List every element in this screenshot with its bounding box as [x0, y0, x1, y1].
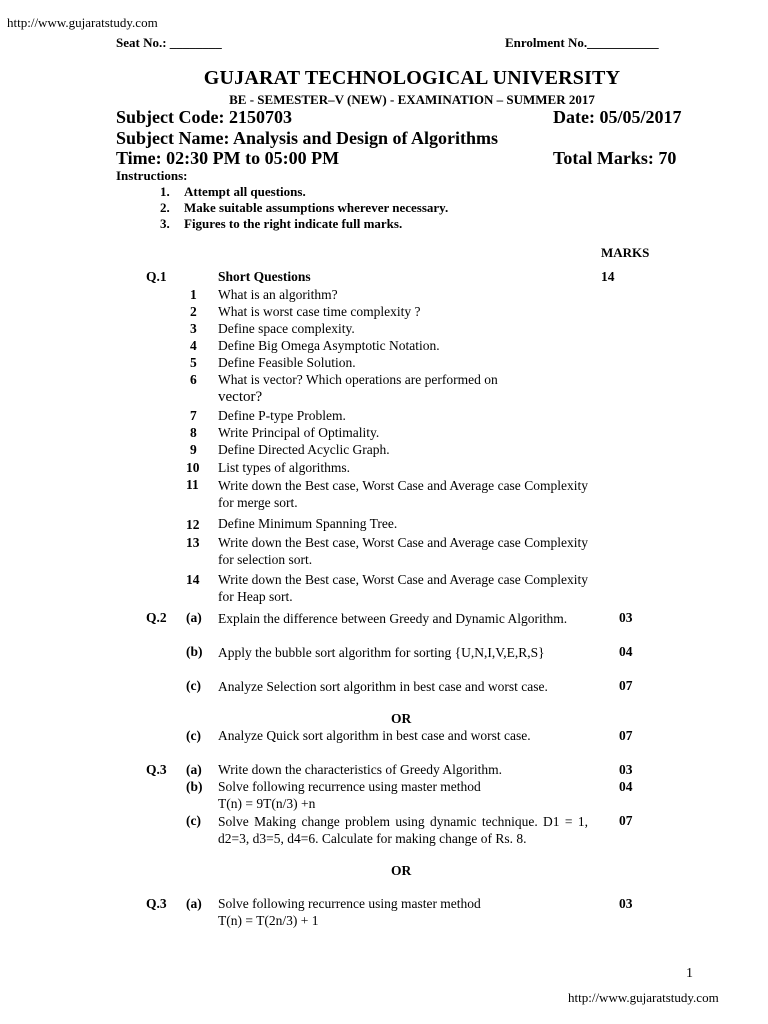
total-marks: Total Marks: 70	[553, 148, 677, 168]
enrolment-no: Enrolment No.___________	[505, 35, 659, 50]
q2-b-text: Apply the bubble sort algorithm for sorting {U,N,I,V,E,R,S}	[218, 645, 545, 660]
page-number: 1	[686, 966, 693, 981]
q3-alt-label: Q.3	[146, 896, 167, 911]
q2-a-sub: (a)	[186, 610, 202, 625]
q2-c-alt-marks: 07	[619, 728, 633, 743]
q1-item-num: 13	[186, 535, 200, 550]
q1-item-num: 1	[190, 287, 197, 302]
seat-no: Seat No.: ________	[116, 35, 222, 50]
q1-item-num: 11	[186, 477, 199, 492]
q1-item-num: 14	[186, 572, 200, 587]
instruction-text: Make suitable assumptions wherever necessary.	[184, 200, 449, 215]
subject-name: Subject Name: Analysis and Design of Algorithms	[116, 128, 499, 148]
q1-item-text: What is an algorithm?	[218, 287, 338, 302]
q3-b-formula: T(n) = 9T(n/3) +n	[218, 796, 316, 811]
q1-item-text: Write Principal of Optimality.	[218, 425, 380, 440]
q3-alt-a-marks: 03	[619, 896, 633, 911]
q1-item-text: Define space complexity.	[218, 321, 355, 336]
q2-or: OR	[391, 711, 412, 726]
exam-date: Date: 05/05/2017	[553, 107, 682, 127]
instructions-heading: Instructions:	[116, 168, 188, 183]
q2-b-marks: 04	[619, 644, 633, 659]
q1-item-num: 9	[190, 442, 197, 457]
q3-b-text: Solve following recurrence using master method	[218, 779, 481, 794]
q1-item-num: 4	[190, 338, 197, 353]
q1-item-text: Write down the Best case, Worst Case and Average case Complexity for Heap sort.	[218, 572, 588, 604]
q1-item-text: Define Feasible Solution.	[218, 355, 356, 370]
exam-time: Time: 02:30 PM to 05:00 PM	[116, 148, 340, 168]
q3-label: Q.3	[146, 762, 167, 777]
q1-item-text: What is worst case time complexity ?	[218, 304, 421, 319]
q1-item-text: Write down the Best case, Worst Case and Average case Complexity for selection sort.	[218, 535, 588, 567]
q1-item-text-cont: vector?	[218, 389, 263, 405]
q2-c-sub: (c)	[186, 678, 201, 693]
q2-a-text: Explain the difference between Greedy and Dynamic Algorithm.	[218, 611, 568, 626]
q1-item-text: Define Minimum Spanning Tree.	[218, 516, 398, 531]
q2-c-alt-text: Analyze Quick sort algorithm in best case and worst case.	[218, 728, 531, 743]
q3-a-sub: (a)	[186, 762, 202, 777]
q3-c-text: Solve Making change problem using dynamic technique. D1 = 1, d2=3, d3=5, d4=6. Calculate for making change of Rs. 8.	[218, 814, 588, 846]
header-url: http://www.gujaratstudy.com	[7, 15, 158, 30]
q1-item-num: 5	[190, 355, 197, 370]
q1-item-num: 10	[186, 460, 200, 475]
q1-item-text: Define Directed Acyclic Graph.	[218, 442, 390, 457]
q1-item-num: 12	[186, 517, 200, 532]
q3-b-sub: (b)	[186, 779, 203, 794]
subject-code: Subject Code: 2150703	[116, 107, 292, 127]
q1-item-text: What is vector? Which operations are performed on	[218, 372, 498, 387]
q3-alt-a-text: Solve following recurrence using master method	[218, 896, 481, 911]
q3-c-marks: 07	[619, 813, 633, 828]
instruction-num: 2.	[160, 200, 170, 215]
q1-item-text: Define P-type Problem.	[218, 408, 346, 423]
instruction-text: Attempt all questions.	[184, 184, 306, 199]
q2-c-text: Analyze Selection sort algorithm in best case and worst case.	[218, 679, 548, 694]
university-title: GUJARAT TECHNOLOGICAL UNIVERSITY	[203, 67, 621, 89]
q3-b-marks: 04	[619, 779, 633, 794]
q1-item-text: Define Big Omega Asymptotic Notation.	[218, 338, 440, 353]
q2-label: Q.2	[146, 610, 167, 625]
q1-item-text: List types of algorithms.	[218, 460, 350, 475]
q1-item-num: 8	[190, 425, 197, 440]
footer-url: http://www.gujaratstudy.com	[568, 990, 719, 1005]
q2-c-marks: 07	[619, 678, 633, 693]
instruction-num: 1.	[160, 184, 170, 199]
q3-a-marks: 03	[619, 762, 633, 777]
q3-or: OR	[391, 863, 412, 878]
q1-item-num: 2	[190, 304, 197, 319]
instruction-text: Figures to the right indicate full marks.	[184, 216, 403, 231]
q3-a-text: Write down the characteristics of Greedy Algorithm.	[218, 762, 502, 777]
q1-item-num: 7	[190, 408, 197, 423]
q1-item-num: 3	[190, 321, 197, 336]
q1-item-num: 6	[190, 372, 197, 387]
q2-a-marks: 03	[619, 610, 633, 625]
q3-alt-a-sub: (a)	[186, 896, 202, 911]
q1-marks: 14	[601, 269, 615, 284]
q2-c-alt-sub: (c)	[186, 728, 201, 743]
marks-heading: MARKS	[601, 245, 650, 260]
q2-b-sub: (b)	[186, 644, 203, 659]
semester-line: BE - SEMESTER–V (NEW) - EXAMINATION – SUMMER 2017	[229, 92, 595, 107]
q1-title: Short Questions	[218, 269, 311, 284]
q1-label: Q.1	[146, 269, 167, 284]
instruction-num: 3.	[160, 216, 170, 231]
q1-item-text: Write down the Best case, Worst Case and Average case Complexity for merge sort.	[218, 478, 588, 510]
q3-c-sub: (c)	[186, 813, 201, 828]
q3-alt-a-formula: T(n) = T(2n/3) + 1	[218, 913, 319, 928]
